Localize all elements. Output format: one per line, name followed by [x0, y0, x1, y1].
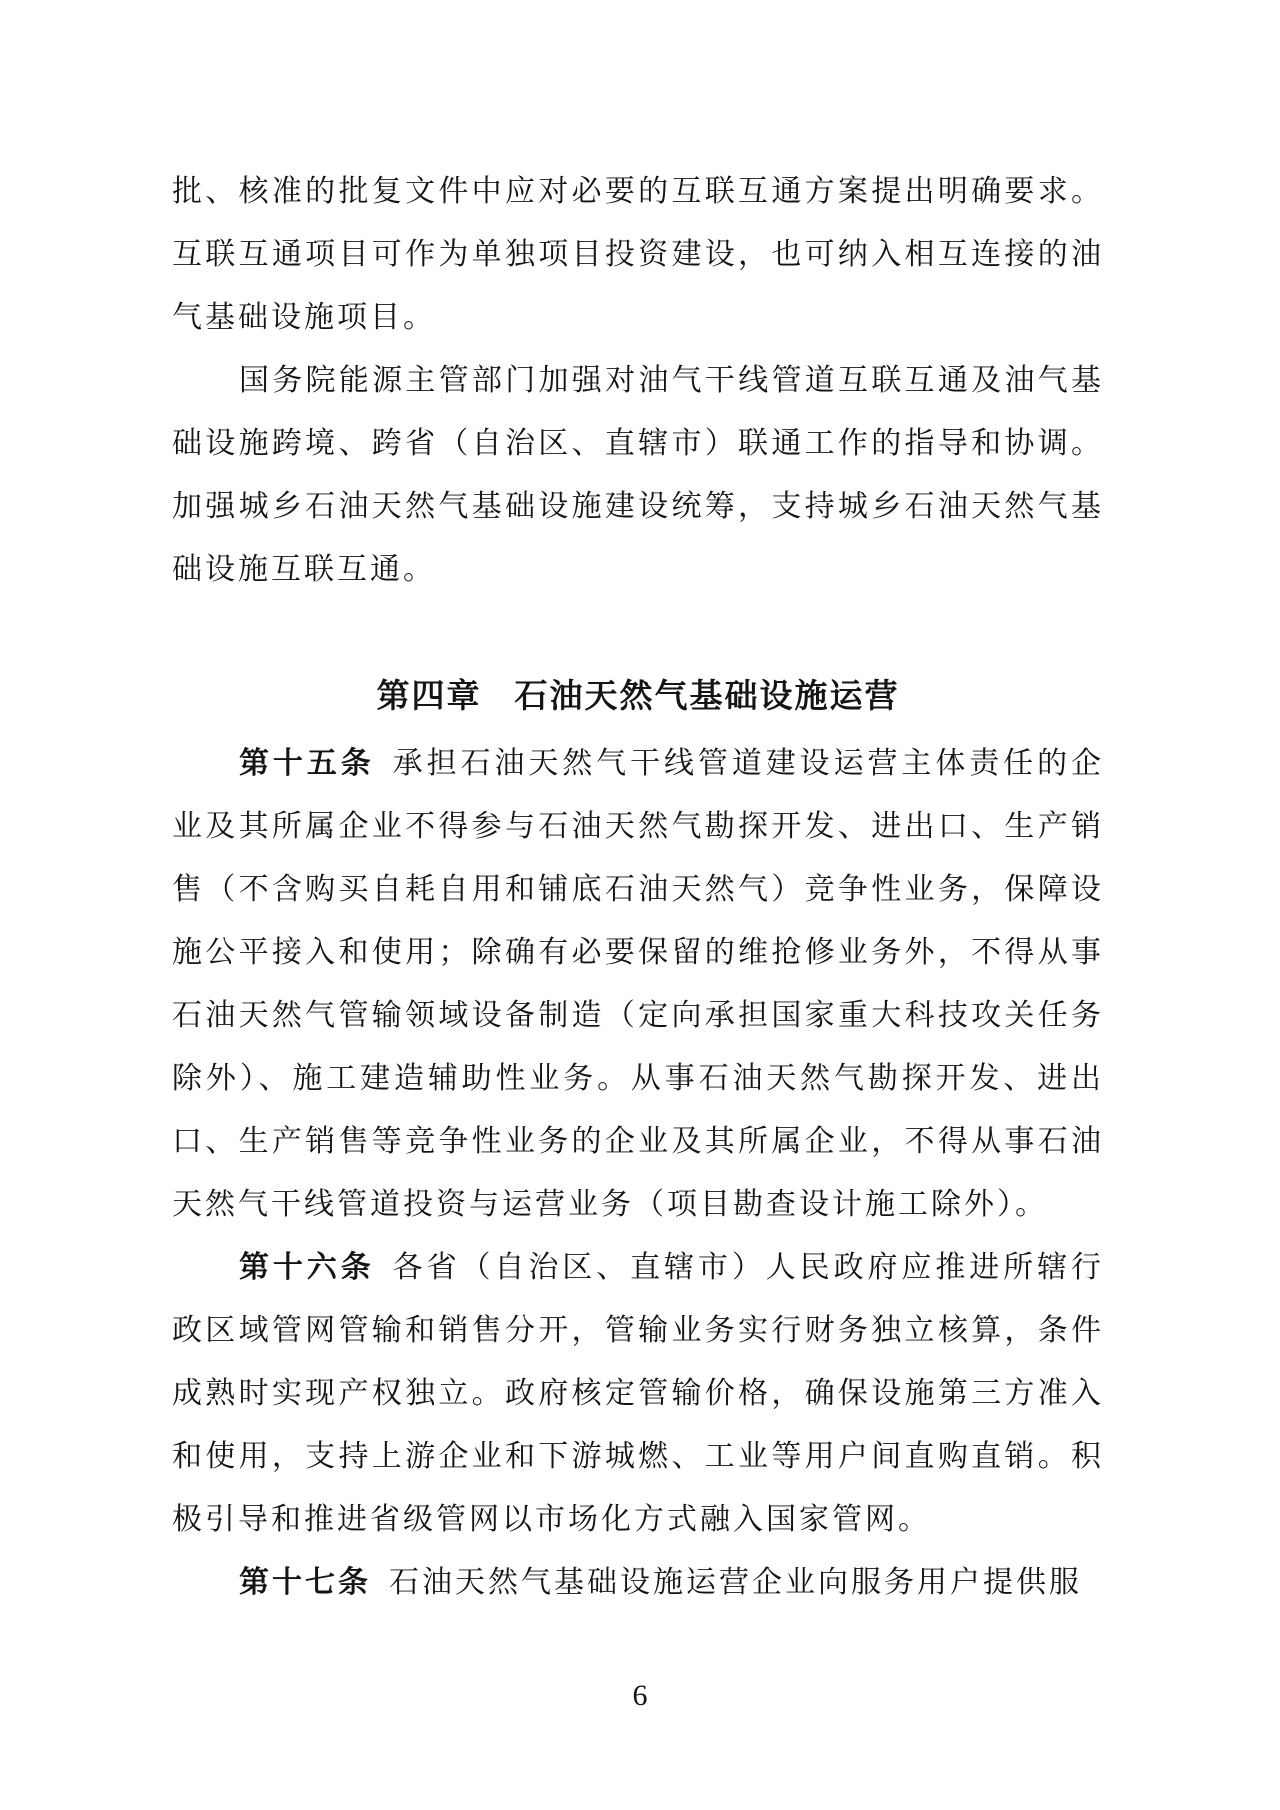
article-paragraph: [172, 732, 1104, 1236]
document-body: [172, 160, 1104, 1614]
paragraph: 国务院能源主管部门加强对油气干线管道互联互通及油气基础设施跨境、跨省（自治区、直辖市）联通工作的指导和协调。加强城乡石油天然气基础设施建设统筹，支持城乡石油天然气基础设施互联互通。: [172, 364, 1104, 586]
article-label: 第十七条: [239, 1566, 371, 1599]
chapter-number: 第四章: [376, 677, 482, 714]
article-text: 石油天然气基础设施运营企业向服务用户提供服: [389, 1566, 1082, 1599]
paragraph-continuation: 批、核准的批复文件中应对必要的互联互通方案提出明确要求。互联互通项目可作为单独项目投资建设，也可纳入相互连接的油气基础设施项目。: [172, 175, 1104, 334]
article-label: 第十六条: [239, 1251, 375, 1284]
article-label: 第十五条: [239, 747, 375, 780]
article-text: 承担石油天然气干线管道建设运营主体责任的企业及其所属企业不得参与石油天然气勘探开发、进出口、生产销售（不含购买自耗自用和铺底石油天然气）竞争性业务，保障设施公平接入和使用；除确有必要保留的维抢修业务外，不得从事石油天然气管输领域设备制造（定向承担国家重大科技攻关任务除外）、施工建造辅助性业务。从事石油天然气勘探开发、进出口、生产销售等竞争性业务的企业及其所属企业，不得从事石油天然气干线管道投资与运营业务（项目勘查设计施工除外）。: [172, 747, 1105, 1221]
article-paragraph: [172, 1236, 1104, 1551]
page-number: 6: [632, 1679, 648, 1712]
article-paragraph: [172, 1551, 1104, 1614]
chapter-title: 石油天然气基础设施运营: [514, 677, 900, 714]
chapter-heading: [172, 664, 1104, 727]
article-text: 各省（自治区、直辖市）人民政府应推进所辖行政区域管网管输和销售分开，管输业务实行财务独立核算，条件成熟时实现产权独立。政府核定管输价格，确保设施第三方准入和使用，支持上游企业和下游城燃、工业等用户间直购直销。积极引导和推进省级管网以市场化方式融入国家管网。: [172, 1251, 1105, 1536]
